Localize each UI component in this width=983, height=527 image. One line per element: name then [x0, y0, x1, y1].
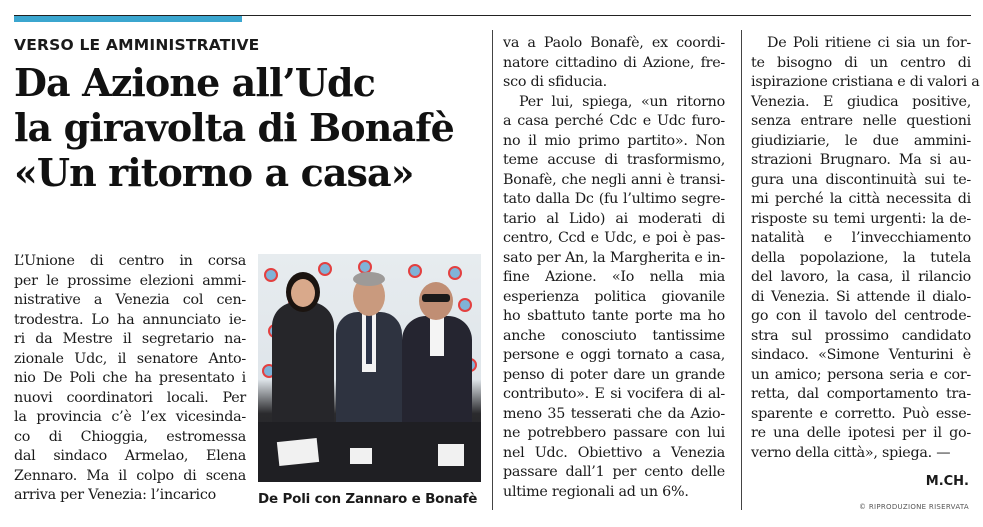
article-text-line: strazioni Brugnaro. Ma si au- [751, 152, 971, 168]
article-text-line: tato dalla Dc (fu l’ultimo segre- [503, 191, 725, 207]
column-divider [741, 30, 742, 510]
article-text-line: ho sbattuto tante porte ma ho [503, 308, 725, 324]
article-text-line: nio De Poli che ha presentato i [14, 370, 246, 386]
article-text-line: te bisogno di un centro di [751, 54, 971, 71]
article-text-line: centro, Ccd e Udc, e poi è pas- [503, 230, 725, 246]
article-photo [258, 254, 481, 482]
article-text-line: Bonafè, che negli anni è transi- [503, 171, 725, 188]
article-text-line: ispirazione cristiana e di valori a [751, 74, 980, 90]
article-text-line: fine Azione. «Io nella mia [503, 269, 725, 285]
article-text-line: natalità e l’invecchiamento [751, 230, 971, 246]
article-column-3 [751, 34, 980, 463]
article-text-line: co di Chioggia, estromessa [14, 428, 246, 445]
article-text-line: mi perché la città necessita di [751, 191, 971, 207]
article-text-line: Venezia. E giudica positive, [751, 93, 971, 110]
article-text-line: sco di sfiducia. [503, 74, 607, 90]
article-text-line: nuovi coordinatori locali. Per [14, 389, 246, 406]
article-text-line: arriva per Venezia: l’incarico [14, 487, 216, 503]
article-text-line: meno 35 tesserati che da Azio- [503, 405, 725, 422]
article-text-line: ri da Mestre il segretario na- [14, 331, 246, 347]
column-divider [492, 30, 493, 510]
article-text-line: go con il tavolo del centrode- [751, 308, 971, 324]
photo-caption: De Poli con Zannaro e Bonafè [258, 491, 478, 507]
article-text-line: a casa perché Cdc e Udc furo- [503, 113, 725, 129]
headline-line: Da Azione all’Udc [14, 60, 375, 105]
article-text-line: esperienza politica giovanile [503, 288, 725, 305]
article-text-line: sindaco. «Simone Venturini è [751, 347, 971, 363]
article-text-line: natore cittadino di Azione, fre- [503, 54, 725, 71]
kicker: VERSO LE AMMINISTRATIVE [14, 36, 260, 54]
article-text-line: del lavoro, la casa, il rilancio [751, 269, 971, 285]
article-text-line: la provincia c’è l’ex vicesinda- [14, 409, 246, 425]
article-text-line: nistrative a Venezia col cen- [14, 292, 246, 308]
article-text-line: sparente e corretto. Può esse- [751, 405, 971, 422]
article-column-2 [503, 34, 725, 502]
headline-line: «Un ritorno a casa» [14, 150, 414, 195]
article-text-line: passare dall’1 per cento delle [503, 464, 725, 480]
article-text-line: penso di poter dare un grande [503, 366, 725, 383]
article-text-line: ne potrebbero passare con lui [503, 425, 725, 441]
article-text-line: De Poli ritiene ci sia un for- [767, 35, 971, 51]
article-text-line: va a Paolo Bonafè, ex coordi- [503, 35, 725, 51]
article-text-line: giudiziarie, le due ammini- [751, 132, 971, 149]
article-text-line: verno della città», spiega. — [751, 444, 951, 461]
article-text-line: re una delle ipotesi per il go- [751, 425, 971, 441]
article-text-line: persone e oggi tornato a casa, [503, 347, 725, 363]
article-text-line: sato per An, la Margherita e in- [503, 249, 725, 266]
article-text-line: teme accuse di trasformismo, [503, 152, 725, 168]
article-column-1 [14, 252, 246, 506]
article-text-line: tario al Lido) ai moderati di [503, 210, 725, 227]
article-text-line: risposte su temi urgenti: la de- [751, 210, 971, 227]
article-text-line: Per lui, spiega, «un ritorno [519, 93, 725, 110]
article-text-line: stra sul prossimo candidato [751, 327, 971, 344]
copyright-notice: © RIPRODUZIONE RISERVATA [859, 503, 969, 511]
headline-line: la giravolta di Bonafè [14, 105, 454, 150]
article-text-line: trodestra. Lo ha annunciato ie- [14, 311, 246, 328]
article-text-line: gura una discontinuità sui te- [751, 171, 971, 188]
article-text-line: dal sindaco Armelao, Elena [14, 448, 246, 464]
article-text-line: di Venezia. Si attende il dialo- [751, 288, 971, 305]
article-text-line: contributo». E si vocifera di al- [503, 386, 725, 402]
article-text-line: no il mio primo partito». Non [503, 132, 725, 149]
article-text-line: della popolazione, la tutela [751, 249, 971, 266]
article-text-line: zionale Udc, il senatore Anto- [14, 350, 246, 367]
article-text-line: senza entrare nelle questioni [751, 113, 971, 129]
headline [14, 60, 494, 195]
author-signature: M.CH. [925, 474, 969, 489]
article-text-line: nel Udc. Obiettivo a Venezia [503, 444, 725, 461]
article-text-line: ultime regionali ad un 6%. [503, 483, 689, 500]
article-text-line: un amico; persona seria e cor- [751, 366, 971, 383]
article-text-line: per le prossime elezioni ammi- [14, 272, 246, 289]
accent-bar [14, 16, 242, 22]
article-text-line: L’Unione di centro in corsa [14, 253, 246, 269]
article-text-line: Zennaro. Ma il colpo di scena [14, 467, 246, 484]
article-text-line: retta, dal comportamento tra- [751, 386, 971, 402]
article-text-line: anche conosciuto tantissime [503, 327, 725, 344]
